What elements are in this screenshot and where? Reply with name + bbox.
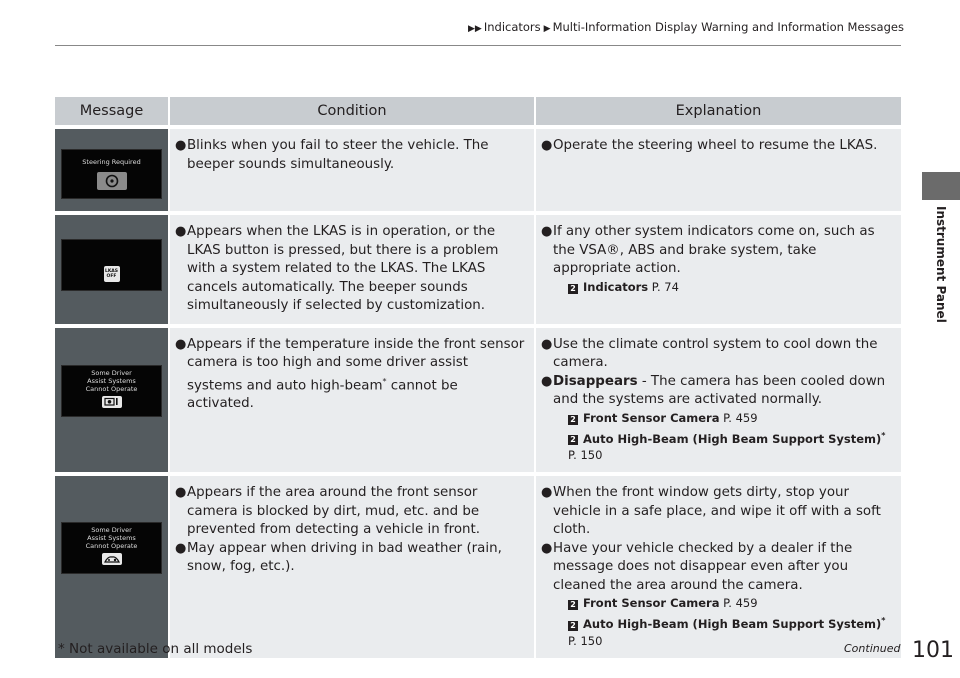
message-image-cell <box>55 472 168 658</box>
screen-text-line1: Some Driver <box>91 526 132 535</box>
condition-cell: ● Appears if the area around the front sensor camera is blocked by dirt, mud, etc. and be prevented from detecting a vehicle in front. ● May appear when driving in bad weather (rain, snow, fog, etc.). <box>168 472 534 658</box>
message-image-cell <box>55 211 168 324</box>
cross-reference[interactable] <box>541 612 893 650</box>
condition-text: May appear when driving in bad weather (rain, snow, fog, etc.). <box>187 540 502 575</box>
message-image-cell <box>55 125 168 211</box>
footnote-star: * <box>881 430 886 440</box>
section-tab <box>922 172 960 200</box>
steering-wheel-icon <box>97 172 127 190</box>
cross-reference[interactable] <box>541 279 893 296</box>
header-rule <box>55 45 901 46</box>
section-label-text: Instrument Panel <box>934 206 948 323</box>
condition-cell: ● Blinks when you fail to steer the vehicle. The beeper sounds simultaneously. <box>168 125 534 211</box>
condition-text: Blinks when you fail to steer the vehicle. The beeper sounds simultaneously. <box>187 138 489 172</box>
table-row <box>55 472 901 658</box>
footnote-star: * <box>881 616 886 626</box>
camera-blocked-icon <box>102 553 122 565</box>
off-icon-text: OFF <box>106 274 117 279</box>
lkas-off-icon <box>104 266 120 282</box>
reference-title[interactable]: Auto High-Beam (High Beam Support System) <box>583 431 882 446</box>
screen-text: Steering Required <box>82 158 141 166</box>
double-arrow-icon: ▶▶ <box>468 24 482 34</box>
message-image-cell <box>55 324 168 473</box>
screen-text-line1: Some Driver <box>91 368 132 377</box>
screen-text-line3: Cannot Operate <box>85 542 138 551</box>
display-screenshot <box>61 365 162 417</box>
condition-cell: ● Appears if the temperature inside the front sensor camera is too high and some driver assist systems and auto high-beam* cannot be activated. <box>168 324 534 473</box>
display-screenshot <box>61 239 162 291</box>
reference-page: P. 74 <box>651 279 679 294</box>
explanation-cell: ● Operate the steering wheel to resume the LKAS. <box>534 125 901 211</box>
reference-arrow-icon: 2 <box>568 435 578 445</box>
reference-arrow-icon: 2 <box>568 600 578 610</box>
reference-arrow-icon: 2 <box>568 284 578 294</box>
display-screenshot <box>61 522 162 574</box>
explanation-text: Use the climate control system to cool down the camera. <box>553 336 878 370</box>
footnote: * Not available on all models <box>58 641 253 657</box>
reference-title[interactable]: Front Sensor Camera <box>583 596 720 611</box>
condition-text: Appears if the temperature inside the front sensor camera is too high and some driver assist systems and auto high-beam <box>187 336 525 393</box>
camera-temperature-icon <box>102 396 122 408</box>
reference-page: P. 459 <box>723 410 758 425</box>
explanation-text: Have your vehicle checked by a dealer if the message does not disappear even after you cleaned the area around the camera. <box>553 540 853 593</box>
breadcrumb-indicators[interactable]: Indicators <box>483 20 541 34</box>
reference-page: P. 150 <box>568 448 603 463</box>
reference-arrow-icon: 2 <box>568 415 578 425</box>
reference-title[interactable]: Front Sensor Camera <box>583 410 720 425</box>
section-label <box>934 206 948 323</box>
explanation-text: If any other system indicators come on, such as the VSA®, ABS and brake system, take appropriate action. <box>553 224 875 276</box>
reference-title[interactable]: Indicators <box>583 279 649 294</box>
arrow-icon: ▶ <box>543 24 551 34</box>
col-header-explanation: Explanation <box>534 97 901 125</box>
condition-text-end: cannot be activated. <box>187 377 458 412</box>
explanation-text: - The camera has been cooled down and the systems are activated normally. <box>553 373 886 407</box>
page-number: 101 <box>912 638 954 663</box>
explanation-text: Operate the steering wheel to resume the LKAS. <box>553 138 878 153</box>
condition-text: Appears if the area around the front sensor camera is blocked by dirt, mud, etc. and be prevented from detecting a vehicle in front. <box>187 485 481 538</box>
breadcrumb <box>468 20 904 34</box>
col-header-message: Message <box>55 97 168 125</box>
screen-text-line2: Assist Systems <box>87 376 136 385</box>
cross-reference[interactable] <box>541 595 893 612</box>
condition-cell: ● Appears when the LKAS is in operation, or the LKAS button is pressed, but there is a problem with a system related to the LKAS. The LKAS cancels automatically. The beeper sounds simultaneously if selected by customization. <box>168 211 534 324</box>
col-header-condition: Condition <box>168 97 534 125</box>
lkas-icon-text: LKAS <box>104 269 119 274</box>
explanation-cell: ● Use the climate control system to cool down the camera. ● Disappears - The camera has been cooled down and the systems are activated normally. 2 Front Sensor Camera P. 459 2 Auto High-Beam (High Beam Support System)* P. 150 <box>534 324 901 473</box>
screen-text-line2: Assist Systems <box>87 534 136 543</box>
condition-text: Appears when the LKAS is in operation, or the LKAS button is pressed, but there is a problem with a system related to the LKAS. The LKAS cancels automatically. The beeper sounds simultaneously if selected by customization. <box>187 224 499 313</box>
table-row <box>55 211 901 324</box>
cross-reference[interactable] <box>541 410 893 427</box>
screen-text-line3: Cannot Operate <box>85 384 138 393</box>
explanation-text: When the front window gets dirty, stop your vehicle in a safe place, and wipe it off with a soft cloth. <box>553 485 881 538</box>
display-screenshot <box>61 149 162 199</box>
table-row <box>55 324 901 473</box>
message-table <box>55 97 901 658</box>
continued-label: Continued <box>844 642 901 655</box>
footnote-star: * <box>382 376 387 386</box>
reference-page: P. 459 <box>723 596 758 611</box>
cross-reference[interactable] <box>541 427 893 465</box>
reference-arrow-icon: 2 <box>568 621 578 631</box>
reference-page: P. 150 <box>568 634 603 649</box>
disappears-label: Disappears <box>553 373 638 389</box>
breadcrumb-messages[interactable]: Multi-Information Display Warning and Information Messages <box>552 20 904 34</box>
reference-title[interactable]: Auto High-Beam (High Beam Support System) <box>583 617 882 632</box>
explanation-cell: ● When the front window gets dirty, stop your vehicle in a safe place, and wipe it off with a soft cloth. ● Have your vehicle checked by a dealer if the message does not disappear even after you cleaned the area around the camera. 2 Front Sensor Camera P. 459 2 Auto High-Beam (High Beam Support System)* P. 150 <box>534 472 901 658</box>
explanation-cell: ● If any other system indicators come on, such as the VSA®, ABS and brake system, take appropriate action. 2 Indicators P. 74 <box>534 211 901 324</box>
table-row <box>55 125 901 211</box>
